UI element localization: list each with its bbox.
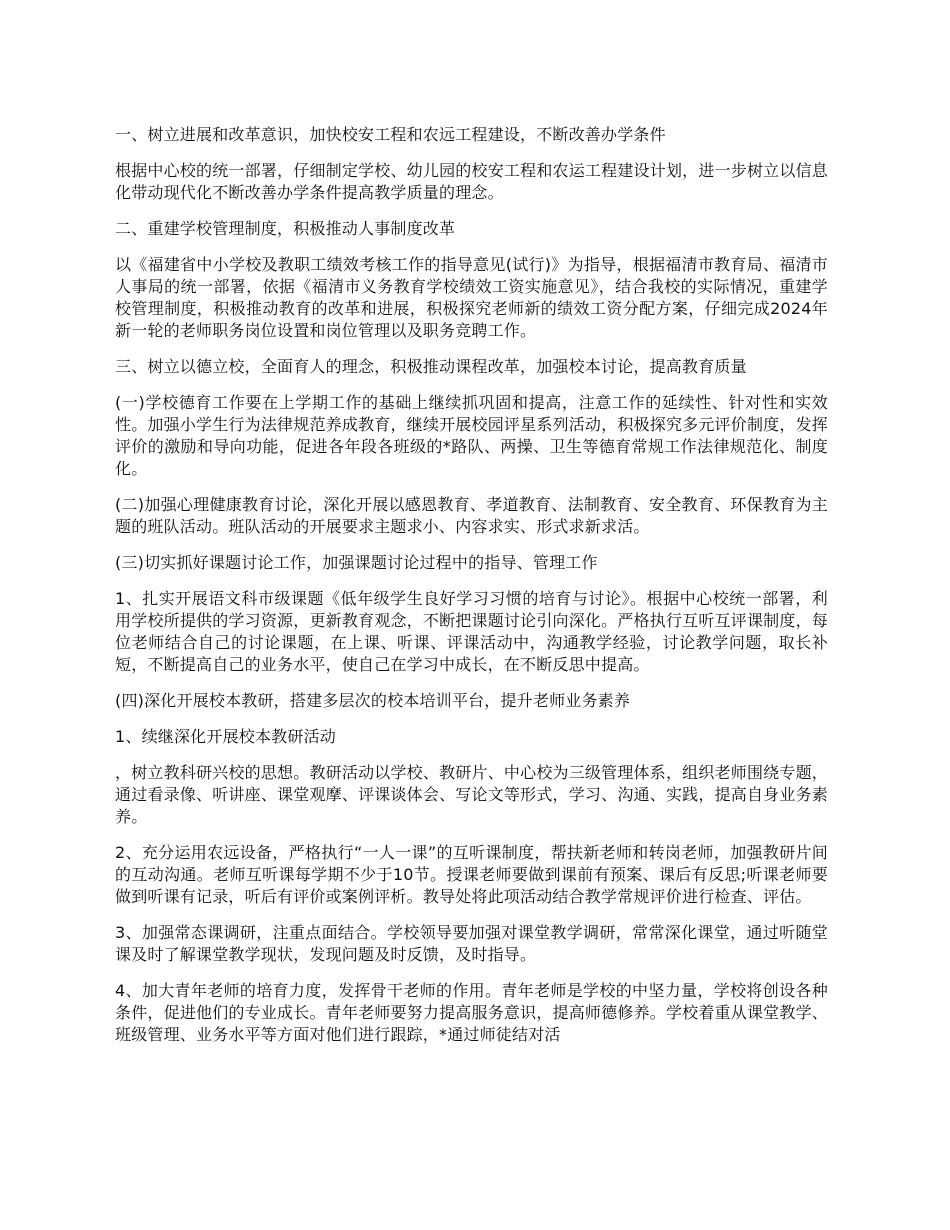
item-3-4-1: 1、续继深化开展校本教研活动 [115, 727, 336, 746]
paragraph-3-4-1: ，树立教科研兴校的思想。教研活动以学校、教研片、中心校为三级管理体系，组织老师围绕专题，通过看录像、听讲座、课堂观摩、评课谈体会、写论文等形式，学习、沟通、实践，提高自身业务素养。 [115, 763, 828, 826]
paragraph-3-1: (一)学校德育工作要在上学期工作的基础上继续抓巩固和提高，注意工作的延续性、针对性和实效性。加强小学生行为法律规范养成教育，继续开展校园评星系列活动，积极探究多元评价制度，发挥评价的激励和导向功能，促进各年段各班级的*路队、两操、卫生等德育常规工作法律规范化、制度化。 [115, 393, 828, 478]
paragraph-3-4-2: 2、充分运用农远设备，严格执行“一人一课”的互听课制度，帮扶新老师和转岗老师，加强教研片间的互动沟通。老师互听课每学期不少于10节。授课老师要做到课前有预案、课后有反思;听课老师要做到听课有记录，听后有评价或案例评析。教导处将此项活动结合教学常规评价进行检查、评估。 [115, 843, 828, 906]
paragraph-3-2: (二)加强心理健康教育讨论，深化开展以感恩教育、孝道教育、法制教育、安全教育、环保教育为主题的班队活动。班队活动的开展要求主题求小、内容求实、形式求新求活。 [115, 495, 828, 536]
heading-2: 二、重建学校管理制度，积极推动人事制度改革 [115, 219, 456, 238]
heading-1: 一、树立进展和改革意识，加快校安工程和农远工程建设，不断改善办学条件 [115, 125, 666, 144]
paragraph-1: 根据中心校的统一部署，仔细制定学校、幼儿园的校安工程和农运工程建设计划，进一步树立以信息化带动现代化不断改善办学条件提高教学质量的理念。 [115, 161, 828, 202]
paragraph-3-3-1: 1、扎实开展语文科市级课题《低年级学生良好学习习惯的培育与讨论》。根据中心校统一部署，利用学校所提供的学习资源，更新教育观念，不断把课题讨论引向深化。严格执行互听互评课制度，每位老师结合自己的讨论课题，在上课、听课、评课活动中，沟通教学经验，讨论教学问题，取长补短，不断提高自己的业务水平，使自己在学习中成长，在不断反思中提高。 [115, 589, 828, 674]
subheading-3-4: (四)深化开展校本教研，搭建多层次的校本培训平台，提升老师业务素养 [115, 691, 631, 710]
heading-3: 三、树立以德立校，全面育人的理念，积极推动课程改革，加强校本讨论，提高教育质量 [115, 357, 747, 376]
paragraph-2: 以《福建省中小学校及教职工绩效考核工作的指导意见(试行)》为指导，根据福清市教育局、福清市人事局的统一部署，依据《福清市义务教育学校绩效工资实施意见》，结合我校的实际情况，重建学校管理制度，积极推动教育的改革和进展，积极探究老师新的绩效工资分配方案，仔细完成2024年新一轮的老师职务岗位设置和岗位管理以及职务竞聘工作。 [115, 255, 828, 340]
paragraph-3-4-4: 4、加大青年老师的培育力度，发挥骨干老师的作用。青年老师是学校的中坚力量，学校将创设各种条件，促进他们的专业成长。青年老师要努力提高服务意识，提高师德修养。学校着重从课堂教学、班级管理、业务水平等方面对他们进行跟踪，*通过师徒结对活 [115, 981, 828, 1044]
paragraph-3-4-3: 3、加强常态课调研，注重点面结合。学校领导要加强对课堂教学调研，常常深化课堂，通过听随堂课及时了解课堂教学现状，发现问题及时反馈，及时指导。 [115, 923, 828, 964]
subheading-3-3: (三)切实抓好课题讨论工作，加强课题讨论过程中的指导、管理工作 [115, 553, 598, 572]
